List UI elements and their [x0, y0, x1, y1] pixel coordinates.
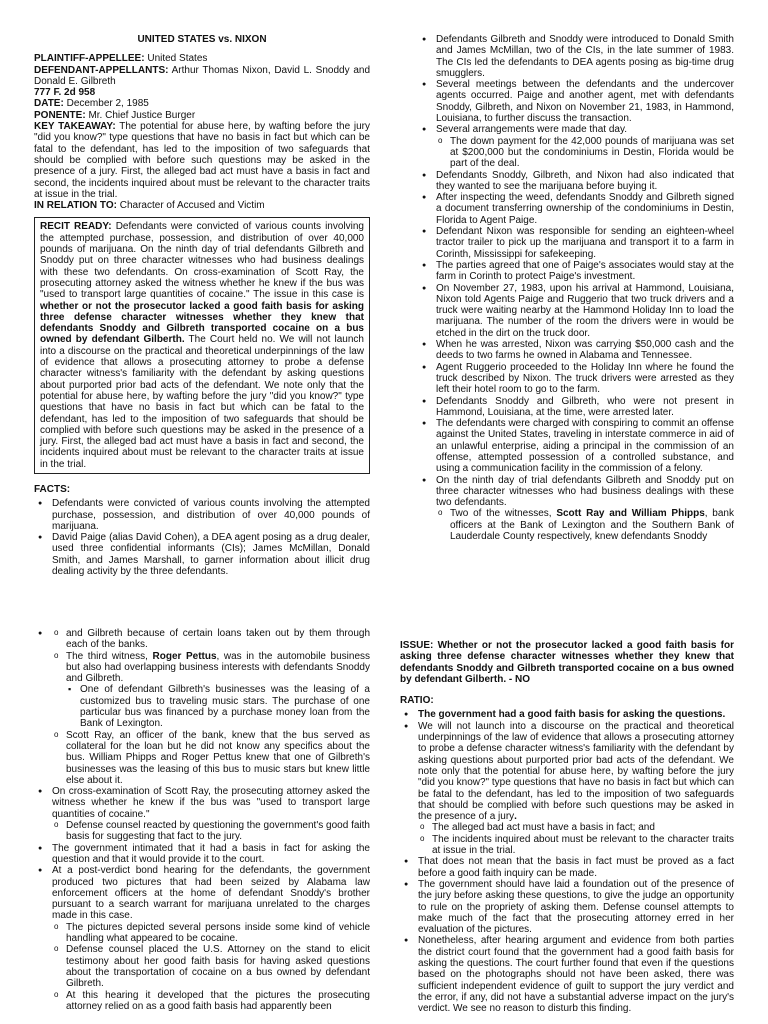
- key-takeaway: KEY TAKEAWAY: The potential for abuse here, by wafting before the jury "did you know?" type questions that have no basis in fact but which can be fatal to the defendant, has led to the imposition of two safeguards that should be complied with before such questions may be asked in the presence of a jury. First, the alleged bad act must have a basis in fact and second, the incidents inquired about must be relevant to the character traits at issue in the trial.: [34, 121, 371, 200]
- facts-heading: FACTS:: [34, 483, 71, 495]
- facts-list-part3: [34, 628, 370, 1012]
- case-title: UNITED STATES vs. NIXON: [137, 34, 267, 45]
- list-item: ● The government had a good faith basis for asking the questions.: [400, 709, 734, 720]
- ponente-line: PONENTE: Mr. Chief Justice Burger: [34, 109, 196, 121]
- sub-list-item: o Defense counsel placed the U.S. Attorney on the stand to elicit testimony about her good faith basis for having asked questions about the transportation of cocaine on a bus owned by defendant Gilbreth.: [52, 944, 370, 989]
- in-relation-to: IN RELATION TO: Character of Accused and Victim: [34, 200, 265, 212]
- sub-list-item: o The alleged bad act must have a basis in fact; and: [418, 822, 734, 833]
- ratio-heading: RATIO:: [400, 695, 434, 707]
- list-item: ● On the ninth day of trial defendants Gilbreth and Snoddy put on three character witnesses who had business dealings with these two defendants. o Two of the witnesses, Scott Ray and William Phipps, bank officers at the Bank of Lexington and the Southern Bank of Lauderdale County respectively, knew defendants Snoddy: [418, 475, 734, 543]
- column-bottom-right: [400, 640, 734, 1015]
- list-item: ● The government should have laid a foundation out of the presence of the jury before asking these questions, to give the judge an opportunity to rule on the propriety of asking them. Defense counsel attempts to make much of the fact that the prosecuting attorney erred in her evaluation of the pictures.: [400, 879, 734, 935]
- sub-list-item: o At this hearing it developed that the pictures the prosecuting attorney relied on as a good faith basis had apparently been: [52, 990, 370, 1013]
- column-top-right: [418, 34, 734, 542]
- list-item: ● That does not mean that the basis in fact must be proved as a fact before a good faith inquiry can be made.: [400, 856, 734, 879]
- list-item: ● The defendants were charged with conspiring to commit an offense against the United States, traveling in interstate commerce in aid of an unlawful enterprise, aiding a principal in the commission of an offense, attempted possession of a controlled substance, and using a communication facility in the commission of a felony.: [418, 418, 734, 474]
- sub-list-item-continued: o ● and Gilbreth because of certain loans taken out by them through each of the banks.: [52, 628, 370, 651]
- list-item: ● We will not launch into a discourse on the practical and theoretical underpinnings of the law of evidence that allows a prosecuting attorney to probe a defense character witness's familiarity with the defendant by asking questions about purported prior bad acts of the defendant. We note only that the potential for abuse here, by wafting before the jury "did you know?" type questions that have no basis in fact but which can be fatal to the defendant, has led to the imposition of two safeguards that should be complied with before such questions may be asked in the presence of a jury. o The alleged bad act must have a basis in fact; and o The incidents inquired about must be relevant to the character traits at issue in the trial.: [400, 721, 734, 857]
- list-item: ● Defendant Nixon was responsible for sending an eighteen-wheel tractor trailer to pick up the marijuana and transport it to a farm in Corinth, Mississippi for safekeeping.: [418, 226, 734, 260]
- sub-sub-list-item: ▪ One of defendant Gilbreth's businesses was the leasing of a customized bus to traveling music stars. The purchase of one particular bus was financed by a purchase money loan from the Bank of Lexington.: [66, 684, 370, 729]
- list-item: ● The government intimated that it had a basis in fact for asking the question and that it would provide it to the court.: [34, 843, 370, 866]
- sub-list-item: o Two of the witnesses, Scott Ray and William Phipps, bank officers at the Bank of Lexington and the Southern Bank of Lauderdale County respectively, knew defendants Snoddy: [436, 508, 734, 542]
- facts-list-part2: [418, 34, 734, 542]
- list-item: ● Several meetings between the defendants and the undercover agents occurred. Paige and another agent, met with defendants Snoddy, Gilbreth, and Nixon on November 21, 1983, in Hammond, Louisiana, to further discuss the transaction.: [418, 79, 734, 124]
- list-item: ● At a post-verdict bond hearing for the defendants, the government produced two pictures that had been seized by Alabama law enforcement officers at the home of defendant Snoddy's brother pursuant to a search warrant for marijuana unrelated to the charges made in this case. o The pictures depicted several persons inside some kind of vehicle handling what appeared to be cocaine. o Defense counsel placed the U.S. Attorney on the stand to elicit testimony about her good faith basis for having asked questions about the transportation of cocaine on a bus owned by defendant Gilbreth. o At this hearing it developed that the pictures the prosecuting attorney relied on as a good faith basis had apparently been: [34, 865, 370, 1012]
- list-item: ● On cross-examination of Scott Ray, the prosecuting attorney asked the witness whether he knew if the bus was "used to transport large quantities of cocaine." o Defense counsel reacted by questioning the government's good faith basis for suggesting that fact to the jury.: [34, 786, 370, 842]
- list-item: ● Several arrangements were made that day. o The down payment for the 42,000 pounds of marijuana was set at $200,000 but the condominiums in Destin, Florida would be part of the deal.: [418, 124, 734, 169]
- list-item: ● When he was arrested, Nixon was carrying $50,000 cash and the deeds to two farms he owned in Alabama and Tennessee.: [418, 339, 734, 362]
- issue-statement: ISSUE: Whether or not the prosecutor lacked a good faith basis for asking three defense character witnesses whether they knew that defendants Snoddy and Gilbreth transported cocaine on a bus owned by defendant Gilberth. - NO: [400, 640, 734, 685]
- column-top-left: [34, 34, 370, 577]
- list-item: ● Defendants Snoddy and Gilbreth, who were not present in Hammond, Louisiana, at the time, were arrested later.: [418, 396, 734, 419]
- sub-list-item: o The pictures depicted several persons inside some kind of vehicle handling what appeared to be cocaine.: [52, 922, 370, 945]
- list-item: ● Nonetheless, after hearing argument and evidence from both parties the district court found that the government had a good faith basis for asking the questions. The court further found that even if the questions based on the photographs should not have been asked, there was sufficient independent evidence of guilt to support the jury verdict and the error, if any, did not have a substantial adverse impact on the jury's verdict. We see no reason to disturb this finding.: [400, 935, 734, 1014]
- list-item: ● Agent Ruggerio proceeded to the Holiday Inn where he found the truck described by Nixon. The truck drivers were arrested as they left their hotel room to go to the farm.: [418, 362, 734, 396]
- defendant-line: DEFENDANT-APPELLANTS: Arthur Thomas Nixon, David L. Snoddy and Donald E. Gilbreth: [34, 64, 370, 87]
- list-item: ● Defendants Gilbreth and Snoddy were introduced to Donald Smith and James McMillan, two of the CIs, in the late summer of 1983. The CIs led the defendants to DEA agents posing as big-time drug smugglers.: [418, 34, 734, 79]
- sub-list-item: o The down payment for the 42,000 pounds of marijuana was set at $200,000 but the condominiums in Destin, Florida would be part of the deal.: [436, 136, 734, 170]
- list-item: [34, 628, 370, 786]
- plaintiff-line: PLAINTIFF-APPELLEE: United States: [34, 53, 208, 65]
- facts-list-part1: [34, 498, 370, 577]
- citation: 777 F. 2d 958: [34, 87, 96, 99]
- list-item: ● On November 27, 1983, upon his arrival at Hammond, Louisiana, Nixon told Agents Paige and Ruggerio that two truck drivers and a truck were waiting nearby at the Hammond Holiday Inn to load the marijuana. The number of the room the drivers were in would be etched in the dirt on the truck door.: [418, 283, 734, 339]
- sub-list-item: o The third witness, Roger Pettus, was in the automobile business but also had overlapping business interests with defendants Snoddy and Gilbreth. ▪ One of defendant Gilbreth's businesses was the leasing of a customized bus to traveling music stars. The purchase of one particular bus was financed by a purchase money loan from the Bank of Lexington.: [52, 651, 370, 730]
- sub-list-item: o Scott Ray, an officer of the bank, knew that the bus served as collateral for the loan but he did not know any specifics about the bus. William Phipps and Roger Pettus knew that one of Gilbreth's businesses was the leasing of this bus to music stars but knew little else about it.: [52, 730, 370, 786]
- ratio-list: [400, 709, 734, 1014]
- sub-list-item: o Defense counsel reacted by questioning the government's good faith basis for suggesting that fact to the jury.: [52, 820, 370, 843]
- recit-ready-box: RECIT READY: Defendants were convicted of various counts involving the attempted purchase, possession, and distribution of over 40,000 pounds of marijuana. On the ninth day of trial defendants Gilbreth and Snoddy put on three character witnesses who had business dealings with these two defendants. On cross-examination of Scott Ray, the prosecuting attorney asked the witness whether he knew if the bus was "used to transport large quantities of cocaine." The issue in this case is whether or not the prosecutor lacked a good faith basis for asking three defense character witnesses whether they knew that defendants Snoddy and Gilbreth transported cocaine on a bus owned by defendant Gilberth. The Court held no. We will not launch into a discourse on the practical and theoretical underpinnings of the law of evidence that allows a prosecuting attorney to probe a defense character witness's familiarity with the defendant by asking questions about purported prior bad acts of the defendant. We note only that the potential for abuse here, by wafting before the jury "did you know?" type questions that have no basis in fact but which can be fatal to the defendant, has led to the imposition of two safeguards that should be complied with before such questions may be asked in the presence of a jury. First, the alleged bad act must have a basis in fact and second, the incidents inquired about must be relevant to the character traits at issue in the trial.: [34, 217, 370, 474]
- list-item: ● The parties agreed that one of Paige's associates would stay at the farm in Corinth to protect Paige's investment.: [418, 260, 734, 283]
- list-item: ● David Paige (alias David Cohen), a DEA agent posing as a drug dealer, used three confidential informants (CIs); James McMillan, Donald Smith, and James Marshall, to garner information about illicit drug dealing activity by the three defendants.: [34, 532, 370, 577]
- date-line: DATE: December 2, 1985: [34, 98, 149, 110]
- column-bottom-left: [34, 628, 370, 1012]
- list-item: ● Defendants Snoddy, Gilbreth, and Nixon had also indicated that they wanted to see the marijuana before buying it.: [418, 170, 734, 193]
- list-item: ● After inspecting the weed, defendants Snoddy and Gilbreth signed a document transferring ownership of the condominiums in Destin, Florida to Agent Paige.: [418, 192, 734, 226]
- list-item: ● Defendants were convicted of various counts involving the attempted purchase, possession, and distribution of over 40,000 pounds of marijuana.: [34, 498, 370, 532]
- sub-list-item: o The incidents inquired about must be relevant to the character traits at issue in the trial.: [418, 834, 734, 857]
